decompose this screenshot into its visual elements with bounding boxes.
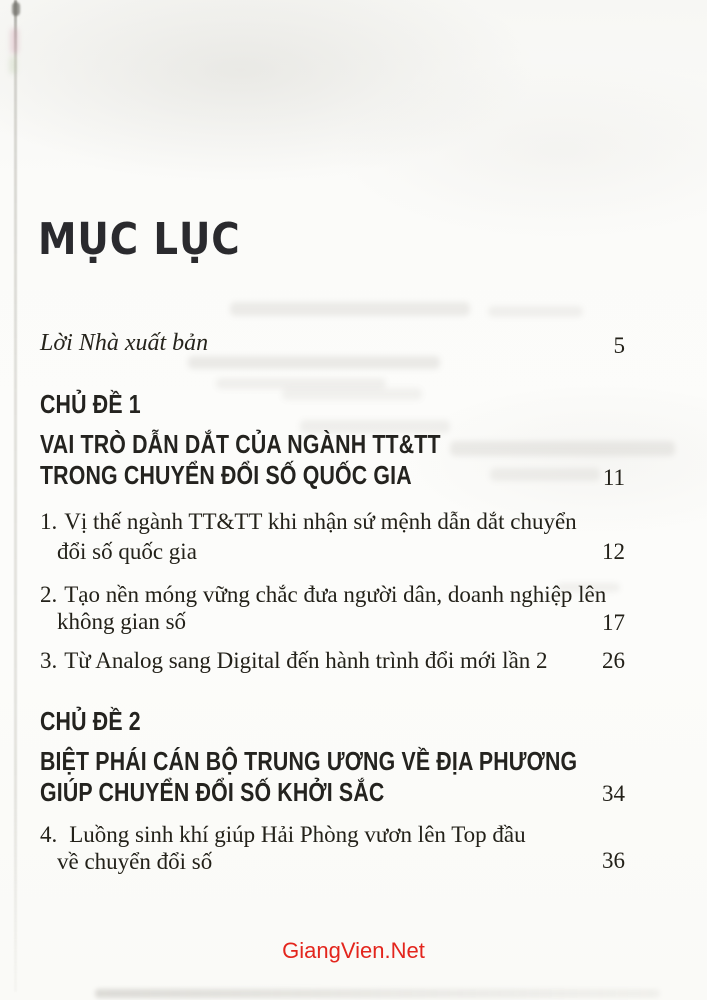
section-kicker: CHỦ ĐỀ 1	[40, 389, 141, 419]
toc-entry-number: 4.	[40, 822, 58, 847]
toc-entry-number: 1.	[40, 509, 58, 534]
toc-entry-number: 2.	[40, 582, 58, 607]
next-page-edge	[95, 989, 660, 998]
toc-page-number: 11	[602, 465, 625, 490]
toc-page-number: 34	[602, 781, 625, 806]
toc-entry-number: 3.	[40, 648, 58, 673]
toc-entry-line	[40, 581, 606, 610]
toc-entry-line: về chuyển đổi số	[57, 849, 213, 874]
section-title-line: BIỆT PHÁI CÁN BỘ TRUNG ƯƠNG VỀ ĐỊA PHƯƠNG	[40, 746, 578, 776]
toc-entry-line	[40, 821, 526, 850]
bleed-through-artifact	[490, 468, 600, 481]
watermark-text: GiangVien.Net	[282, 938, 425, 963]
toc-page-number: 36	[602, 848, 625, 873]
scan-artifact	[11, 28, 18, 54]
toc-page-number: 17	[602, 610, 625, 635]
toc-entry-line	[40, 508, 577, 537]
toc-entry-text: Vị thế ngành TT&TT khi nhận sứ mệnh dẫn dắt chuyển	[64, 509, 577, 534]
scan-artifact	[12, 2, 20, 16]
page-title: MỤC LỤC	[38, 214, 241, 265]
section-title-line: TRONG CHUYỂN ĐỔI SỐ QUỐC GIA	[40, 460, 412, 490]
toc-entry-line	[40, 647, 548, 676]
toc-entry-text: Tạo nền móng vững chắc đưa người dân, doanh nghiệp lên	[64, 582, 607, 607]
bleed-through-artifact	[230, 302, 470, 316]
bleed-through-artifact	[188, 356, 440, 369]
toc-page-number: 26	[602, 648, 625, 673]
toc-entry-front-matter: Lời Nhà xuất bản	[40, 330, 209, 356]
section-title-line: GIÚP CHUYỂN ĐỔI SỐ KHỞI SẮC	[40, 777, 385, 807]
scan-artifact	[10, 56, 16, 74]
section-title-line: VAI TRÒ DẪN DẮT CỦA NGÀNH TT&TT	[40, 429, 441, 459]
toc-entry-line: không gian số	[57, 609, 187, 634]
toc-entry-line: đổi số quốc gia	[57, 539, 197, 564]
toc-entry-text: Từ Analog sang Digital đến hành trình đổi mới lần 2	[64, 648, 548, 673]
toc-entry-text: Luồng sinh khí giúp Hải Phòng vươn lên Top đầu	[69, 822, 526, 847]
bleed-through-artifact	[488, 306, 583, 317]
page-fold-line	[14, 0, 17, 992]
section-kicker: CHỦ ĐỀ 2	[40, 706, 141, 736]
bleed-through-artifact	[450, 441, 675, 456]
toc-page-number: 5	[613, 333, 625, 358]
toc-page-number: 12	[602, 539, 625, 564]
bleed-through-artifact	[282, 388, 422, 400]
